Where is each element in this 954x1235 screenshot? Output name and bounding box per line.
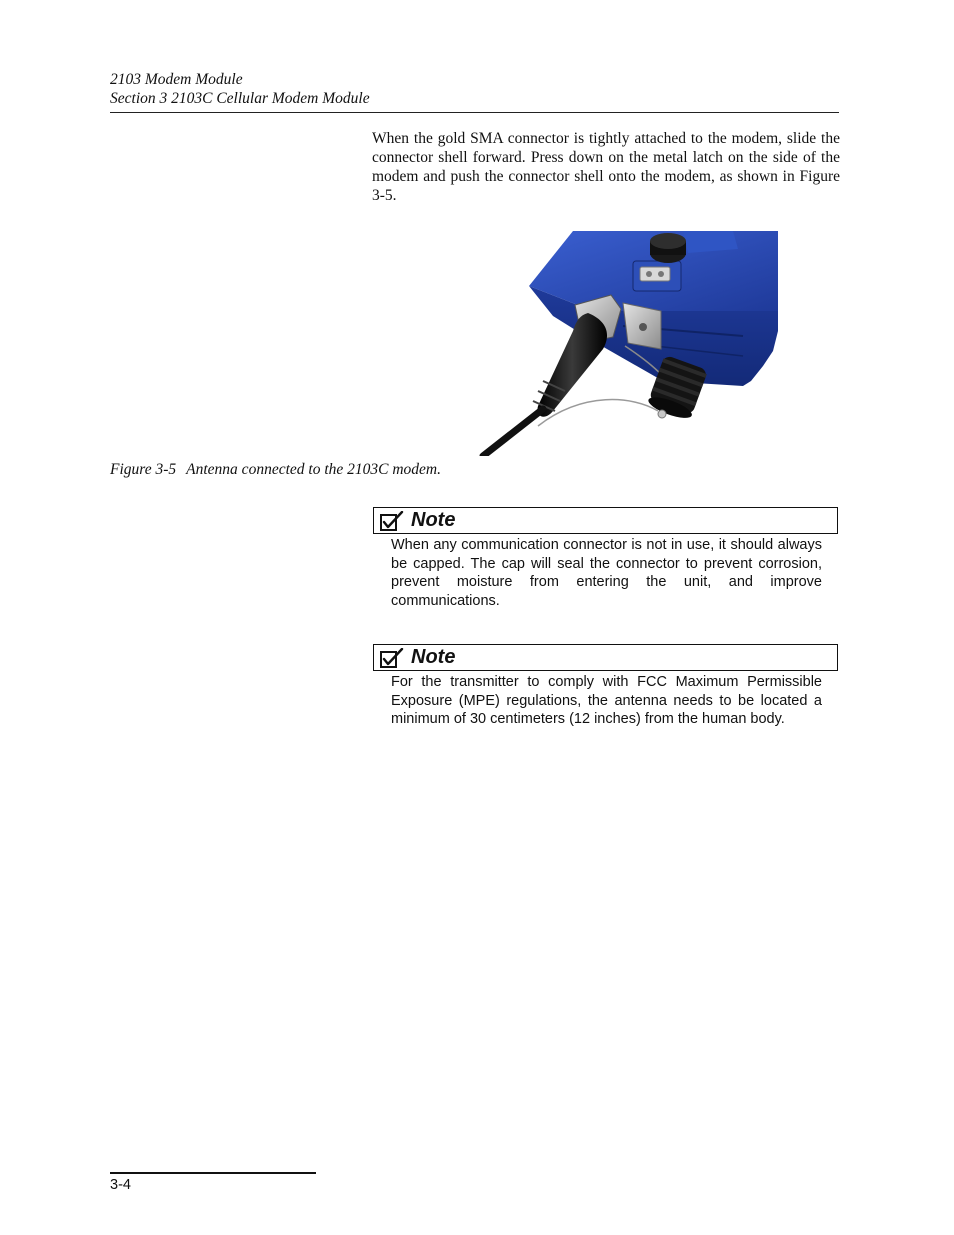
figure-caption-number: Figure 3-5 [110, 461, 177, 478]
figure-caption [110, 460, 441, 479]
note-title: Note [411, 509, 456, 531]
note-header-2 [373, 644, 838, 671]
note-title: Note [411, 646, 456, 668]
header-section-title: Section 3 2103C Cellular Modem Module [110, 90, 370, 107]
figure-modem-photo [443, 231, 778, 456]
figure-caption-text: Antenna connected to the 2103C modem. [186, 461, 441, 478]
note-body-2: For the transmitter to comply with FCC Maximum Permissible Exposure (MPE) regulations, the antenna needs to be located a minimum of 30 centimeters (12 inches) from the human body. [391, 674, 822, 727]
body-paragraph: When the gold SMA connector is tightly attached to the modem, slide the connector shell forward. Press down on the metal latch on the side of the modem and push the connector shell onto the modem, as shown in Figure 3-5. [372, 130, 840, 204]
checkbox-check-icon [380, 648, 404, 668]
note-body-1: When any communication connector is not in use, it should always be capped. The cap will seal the connector to prevent corrosion, prevent moisture from entering the unit, and improve communications. [391, 537, 822, 609]
checkbox-check-icon [380, 511, 404, 531]
running-header [110, 70, 839, 108]
note-header-1 [373, 507, 838, 534]
page-number: 3-4 [110, 1177, 131, 1193]
header-document-title: 2103 Modem Module [110, 71, 243, 88]
modem-antenna-illustration [443, 231, 778, 456]
header-divider [110, 112, 839, 113]
footer-divider [110, 1172, 316, 1174]
